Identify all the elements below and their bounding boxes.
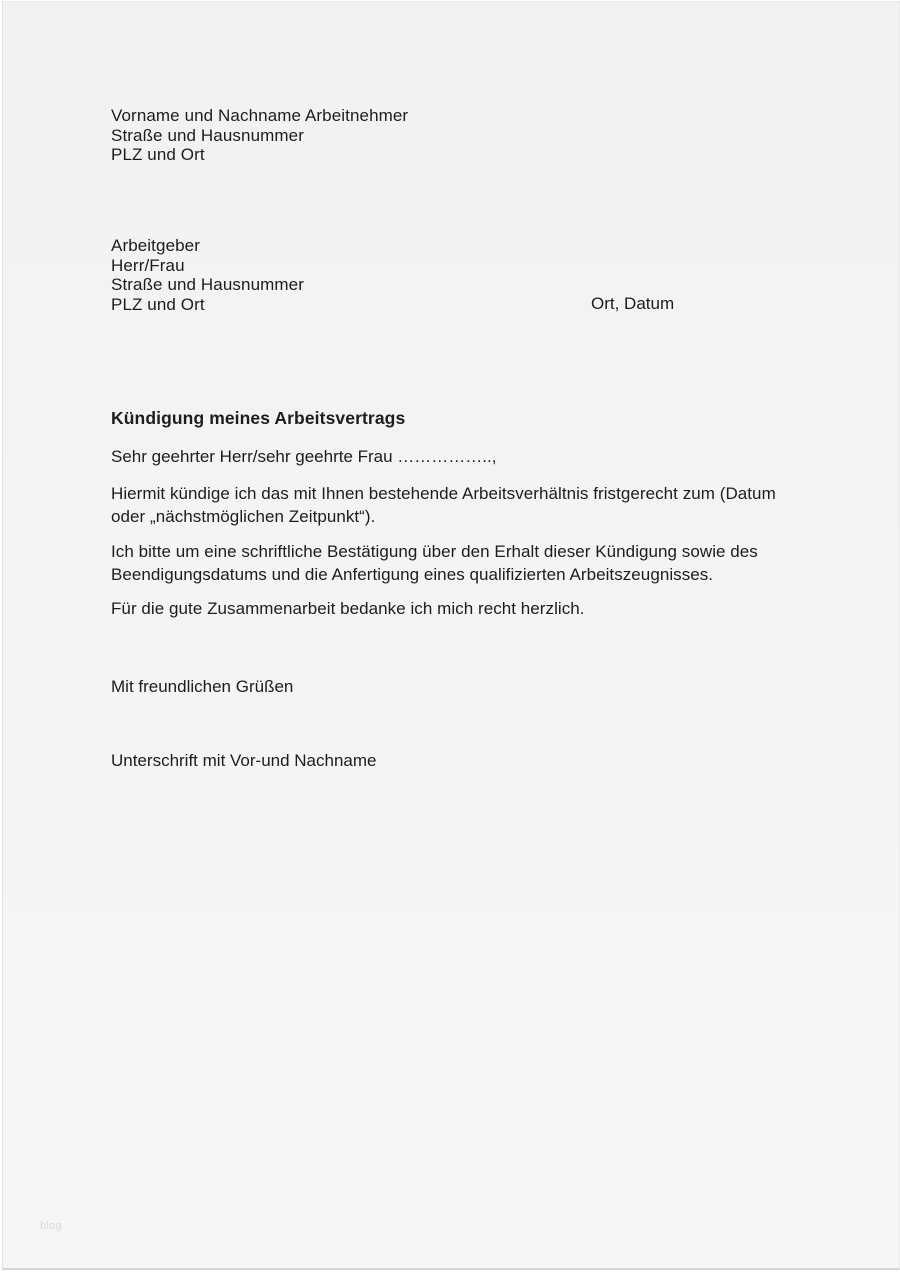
body-paragraph-thanks: Für die gute Zusammenarbeit bedanke ich mich recht herzlich. <box>111 599 585 618</box>
place-date-line: Ort, Datum <box>591 294 675 313</box>
subject-line: Kündigung meines Arbeitsvertrags <box>111 408 406 428</box>
signature-hint-line: Unterschrift mit Vor-und Nachname <box>111 751 377 770</box>
recipient-company-line: Arbeitgeber <box>111 236 200 255</box>
sender-name-line: Vorname und Nachname Arbeitnehmer <box>111 106 409 125</box>
recipient-contact-line: Herr/Frau <box>111 255 185 275</box>
letter-page <box>2 1 900 1270</box>
sender-city-line: PLZ und Ort <box>111 145 205 164</box>
sender-address-block <box>111 106 408 165</box>
recipient-city-line: PLZ und Ort <box>111 294 205 314</box>
closing-line: Mit freundlichen Grüßen <box>111 677 294 696</box>
body-paragraph-termination: Hiermit kündige ich das mit Ihnen bestehende Arbeitsverhältnis fristgerecht zum (Datum oder „nächstmöglichen Zeitpunkt“). <box>111 484 776 526</box>
salutation-line: Sehr geehrter Herr/sehr geehrte Frau …………….., <box>111 447 497 466</box>
recipient-street-line: Straße und Hausnummer <box>111 275 304 294</box>
body-paragraph-confirmation: Ich bitte um eine schriftliche Bestätigung über den Erhalt dieser Kündigung sowie des Beendigungsdatums und die Anfertigung eines qualifizierten Arbeitszeugnisses. <box>111 542 758 584</box>
watermark-text: blog <box>40 1220 62 1232</box>
sender-street-line: Straße und Hausnummer <box>111 125 304 145</box>
recipient-address-block <box>111 236 304 314</box>
